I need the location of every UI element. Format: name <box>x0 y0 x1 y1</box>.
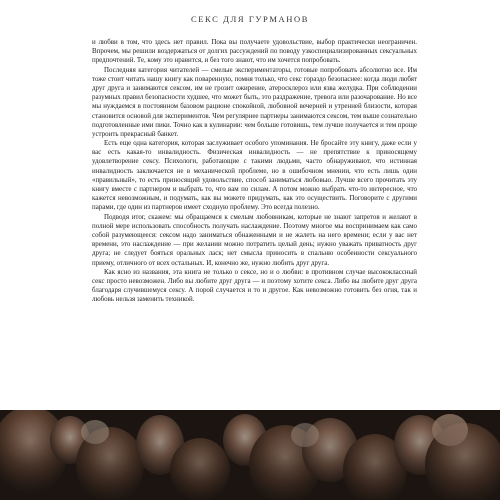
paragraph: Подводя итог, скажем: мы обращаемся к смелым любовникам, которые не знают запретов и желают в полной мере использовать способность получать наслаждение. Поэтому многое мы воспринимаем как само собой разумеющееся: сексом надо заниматься обнаженными и не жалеть на него времени; если у вас нет времени, это наслаждение — при желании можно потратить целый день; нужно уважать приватность друг друга; не следует бояться оральных ласк; нет смысла приносить в спальню особенности сексуального приему, отличного от всех остальных. И, конечно же, нужно любить друг друга. <box>92 212 417 267</box>
photo-strip <box>0 410 500 500</box>
body-text <box>92 38 417 304</box>
paragraph: Последняя категория читателей — смелые экспериментаторы, готовые попробовать абсолютно все. Им тоже стоит читать нашу книгу как поваренную, помня только, что секс гораздо безопаснее: когда люди любят друг друга и занимаются сексом, им не грозит ожирение, атеросклероз или язва желудка. При соблюдении разумных правил безопасности худшее, что может быть, это раздражение, тревога или разочарование. Но все мы нуждаемся в постоянном базовом рационе спокойной, любовной вечерней и утренней близости, которая становится основой для экспериментов. Чем регулярнее партнеры занимаются сексом, тем выше сознательно подготовленные ими пики. Точно как в кулинарии: чем больше готовишь, тем лучше получается и тем проще устроить прекрасный банкет. <box>92 65 417 138</box>
paragraph: Есть еще одна категория, которая заслуживает особого упоминания. Не бросайте эту книгу, даже если у вас есть какая-то инвалидность. Физическая инвалидность — не препятствие к приносящему удовлетворение сексу. Психологи, работающие с такими людьми, часто обнаруживают, что истинная инвалидность заключается не в механической проблеме, но в ошибочном мнении, что есть лишь один «правильный», то есть приносящий удовольствие, способ заниматься любовью. Лучше всего прочитать эту книгу вместе с партнером и выбрать то, что вам по силам. А потом можно выбрать что-то интересное, что кажется невозможным, и подумать, как вы можете придумать, как это осуществить. Поговорите с другими парами, где один из партнеров имеет сходную проблему. Это всегда полезно. <box>92 139 417 212</box>
running-head: СЕКС ДЛЯ ГУРМАНОВ <box>191 14 309 24</box>
paragraph: Как ясно из названия, эта книга не только о сексе, но и о любви: в противном случае высококлассный секс просто невозможен. Либо вы любите друг друга — и поэтому хотите секса. Либо вы любите друг друга благодаря случившемуся сексу. А порой случается и то и другое. Как невозможно готовить без огня, так и любовь нельзя заменить техникой. <box>92 267 417 304</box>
paragraph: и любви в том, что здесь нет правил. Пока вы получаете удовольствие, выбор практически неограничен. Впрочем, мы решили воздержаться от долгих рассуждений по поводу узкоспециализированных сексуальных предпочтений. Те, кому это нравится, и без того знают, что им хочется попробовать. <box>92 38 417 65</box>
photo-collage-image <box>0 410 500 500</box>
